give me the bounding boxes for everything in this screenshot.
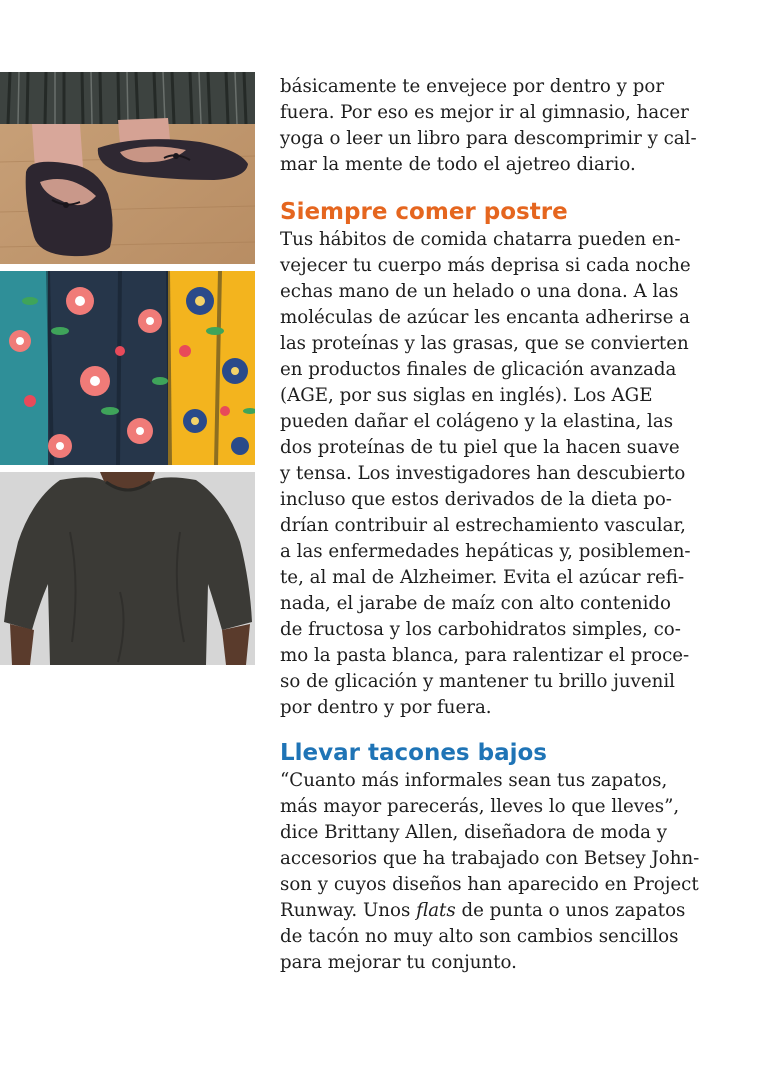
text-line: de fructosa y los carbohidratos simples, co- — [280, 619, 681, 640]
text-line: mo la pasta blanca, para ralentizar el proce- — [280, 645, 690, 666]
floral-fabric-illustration — [0, 271, 255, 465]
text-line: moléculas de azúcar les encanta adherirse a — [280, 307, 691, 328]
text-line: incluso que estos derivados de la dieta po- — [280, 489, 672, 510]
text-line: vejecer tu cuerpo más deprisa si cada noche — [280, 255, 691, 276]
text-line-with-italic — [280, 898, 720, 924]
text-line: mar la mente de todo el ajetreo diario. — [280, 154, 636, 175]
text-line: pueden dañar el colágeno y la elastina, las — [280, 411, 674, 432]
text-line: dos proteínas de tu piel que la hacen suave — [280, 437, 680, 458]
shoes-photo — [0, 72, 255, 264]
text-line: más mayor parecerás, lleves lo que lleves”, — [280, 796, 680, 817]
text-line: básicamente te envejece por dentro y por — [280, 76, 665, 97]
text-line: para mejorar tu conjunto. — [280, 952, 517, 973]
floral-fabric-photo — [0, 271, 255, 465]
text-line: drían contribuir al estrechamiento vascular, — [280, 515, 686, 536]
text-line: de tacón no muy alto son cambios sencillos — [280, 926, 679, 947]
text-line: y tensa. Los investigadores han descubierto — [280, 463, 686, 484]
tshirt-photo — [0, 472, 255, 665]
intro-paragraph — [280, 74, 720, 178]
text-line: fuera. Por eso es mejor ir al gimnasio, hacer — [280, 102, 689, 123]
text-line: echas mano de un helado o una dona. A las — [280, 281, 679, 302]
section-heading-tacones: Llevar tacones bajos — [280, 740, 547, 766]
text-line: son y cuyos diseños han aparecido en Project — [280, 874, 699, 895]
text-line: yoga o leer un libro para descomprimir y cal- — [280, 128, 697, 149]
tshirt-illustration — [0, 472, 255, 665]
text-line: dice Brittany Allen, diseñadora de moda y — [280, 822, 668, 843]
text-line: te, al mal de Alzheimer. Evita el azúcar refi- — [280, 567, 685, 588]
text-run: Runway. Unos — [280, 900, 417, 921]
text-line: las proteínas y las grasas, que se convierten — [280, 333, 689, 354]
text-line: so de glicación y mantener tu brillo juvenil — [280, 671, 675, 692]
text-line: en productos finales de glicación avanzada — [280, 359, 677, 380]
shoes-illustration — [0, 72, 255, 264]
text-line: nada, el jarabe de maíz con alto contenido — [280, 593, 672, 614]
tacones-paragraph — [280, 768, 720, 976]
postre-paragraph — [280, 227, 720, 721]
text-line: por dentro y por fuera. — [280, 697, 492, 718]
section-heading-postre: Siempre comer postre — [280, 199, 568, 225]
article-column — [280, 74, 720, 976]
text-line: “Cuanto más informales sean tus zapatos, — [280, 770, 668, 791]
text-line: accesorios que ha trabajado con Betsey John- — [280, 848, 700, 869]
text-run: de punta o unos zapatos — [455, 900, 686, 921]
text-line: a las enfermedades hepáticas y, posiblemen- — [280, 541, 691, 562]
text-line: Tus hábitos de comida chatarra pueden en- — [280, 229, 681, 250]
text-line: (AGE, por sus siglas en inglés). Los AGE — [280, 385, 653, 406]
italic-term-flats: flats — [416, 900, 456, 921]
